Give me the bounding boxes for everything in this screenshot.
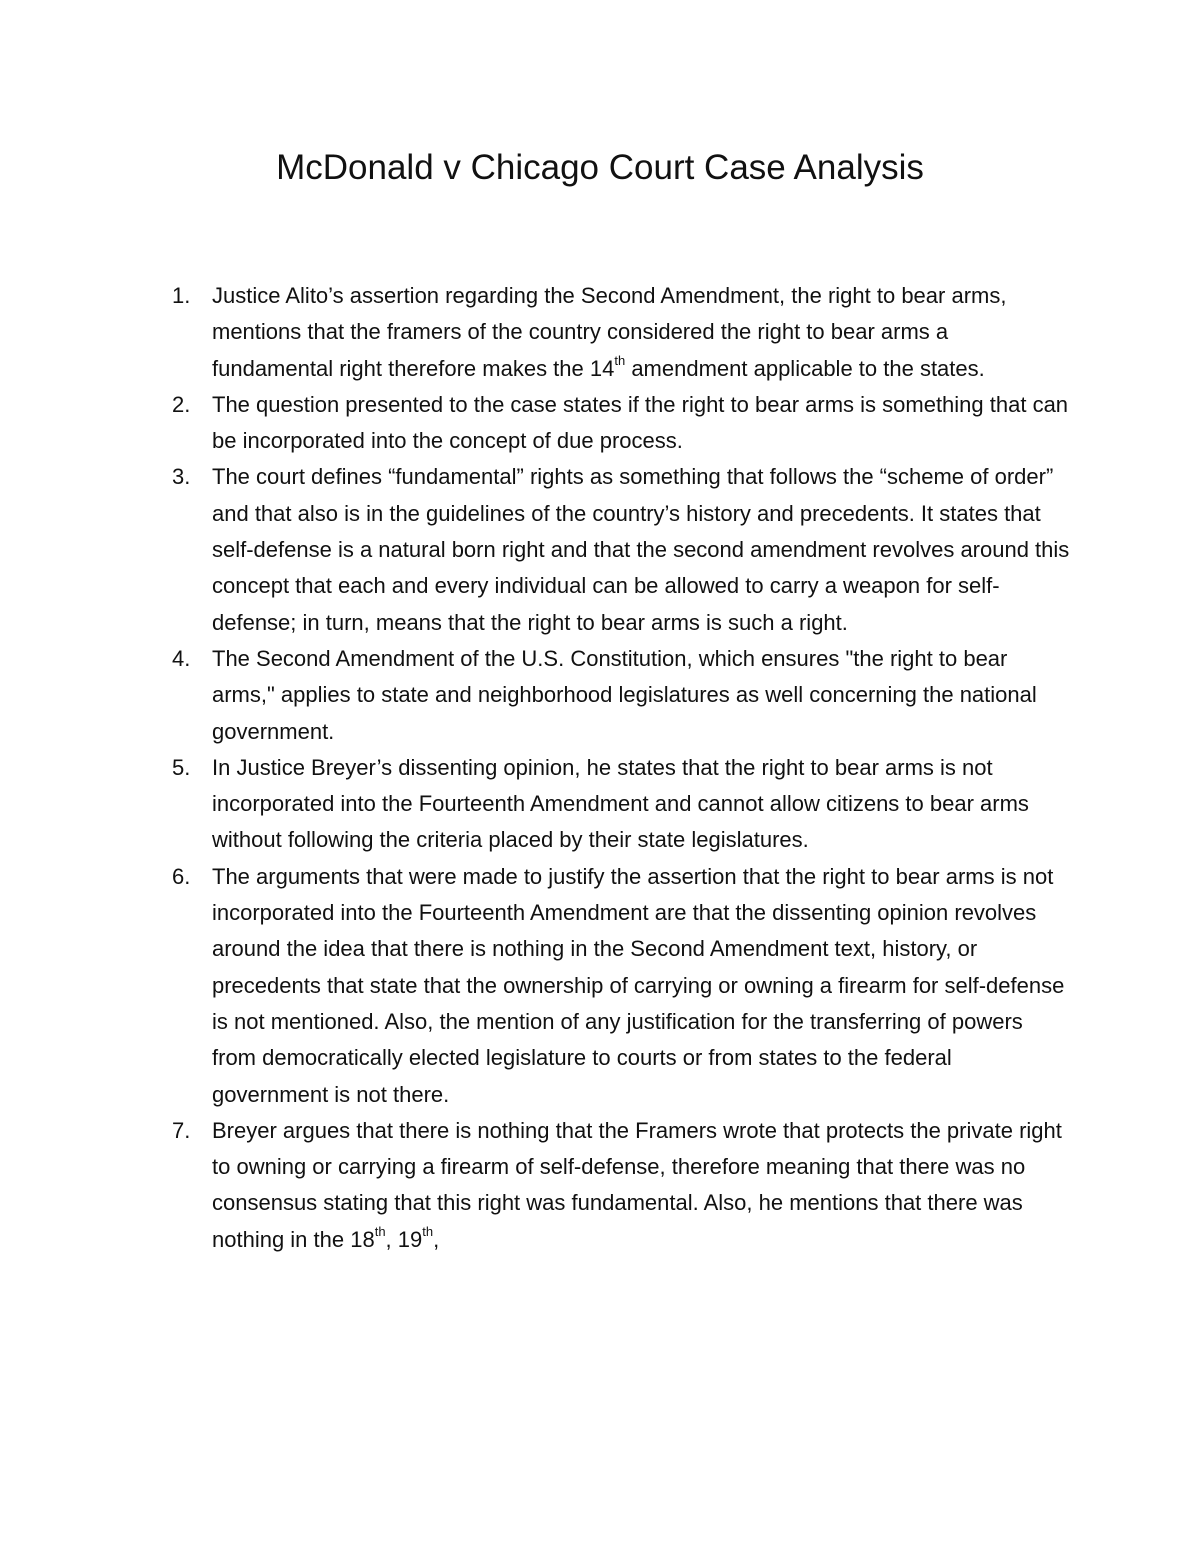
superscript-text: th <box>374 1224 386 1240</box>
superscript-text: th <box>422 1224 434 1240</box>
list-item-text <box>212 459 1072 640</box>
text-segment: , <box>433 1226 440 1252</box>
list-item <box>172 387 1072 460</box>
list-item-number: 1. <box>172 283 191 308</box>
list-item <box>172 750 1072 859</box>
list-item <box>172 278 1072 387</box>
list-item-number: 6. <box>172 863 191 889</box>
superscript-text: th <box>614 353 626 369</box>
list-item-text <box>212 387 1072 460</box>
text-segment: The question presented to the case states if the right to bear arms is something that can be incorporated into the concept of due process. <box>212 391 1069 454</box>
list-item <box>172 459 1072 640</box>
text-segment: The court defines “fundamental” rights as something that follows the “scheme of order” and that also is in the guidelines of the country’s history and precedents. It states that self-defense is a natural born right and that the second amendment revolves around this concept that each and every individual can be allowed to carry a weapon for self-defense; in turn, means that the right to bear arms is such a right. <box>212 464 1070 635</box>
text-segment: The Second Amendment of the U.S. Constitution, which ensures "the right to bear arms," applies to state and neighborhood legislatures as well concerning the national government. <box>212 645 1037 744</box>
text-segment: Justice Alito’s assertion regarding the Second Amendment, the right to bear arms, mentions that the framers of the country considered the right to bear arms a fundamental right therefore makes the 14 <box>212 283 1007 381</box>
list-item-number: 3. <box>172 464 191 490</box>
text-segment: , 19 <box>385 1226 423 1252</box>
list-item <box>172 1113 1072 1258</box>
numbered-list <box>172 278 1072 1258</box>
list-item-text <box>212 1113 1072 1258</box>
list-item <box>172 641 1072 750</box>
document-title: McDonald v Chicago Court Case Analysis <box>276 148 924 187</box>
text-segment: Breyer argues that there is nothing that the Framers wrote that protects the private right to owning or carrying a firearm of self-defense, therefore meaning that there was no consensus stating that this right was fundamental. Also, he mentions that there was nothing in the 18 <box>212 1117 1062 1252</box>
list-item <box>172 859 1072 1113</box>
text-segment: In Justice Breyer’s dissenting opinion, he states that the right to bear arms is not incorporated into the Fourteenth Amendment and cannot allow citizens to bear arms without following the criteria placed by their state legislatures. <box>212 754 1029 853</box>
list-item-number: 5. <box>172 754 191 780</box>
list-item-text <box>212 859 1072 1113</box>
list-item-text <box>212 641 1072 750</box>
list-item-text <box>212 750 1072 859</box>
text-segment: amendment applicable to the states. <box>625 355 985 381</box>
list-item-number: 7. <box>172 1117 191 1143</box>
text-segment: The arguments that were made to justify the assertion that the right to bear arms is not incorporated into the Fourteenth Amendment are that the dissenting opinion revolves around the idea that there is nothing in the Second Amendment text, history, or precedents that state that the ownership of carrying or owning a firearm for self-defense is not mentioned. Also, the mention of any justification for the transferring of powers from democratically elected legislature to courts or from states to the federal government is not there. <box>212 863 1065 1107</box>
list-item-number: 2. <box>172 391 191 417</box>
list-item-text <box>212 278 1072 387</box>
list-item-number: 4. <box>172 645 191 671</box>
